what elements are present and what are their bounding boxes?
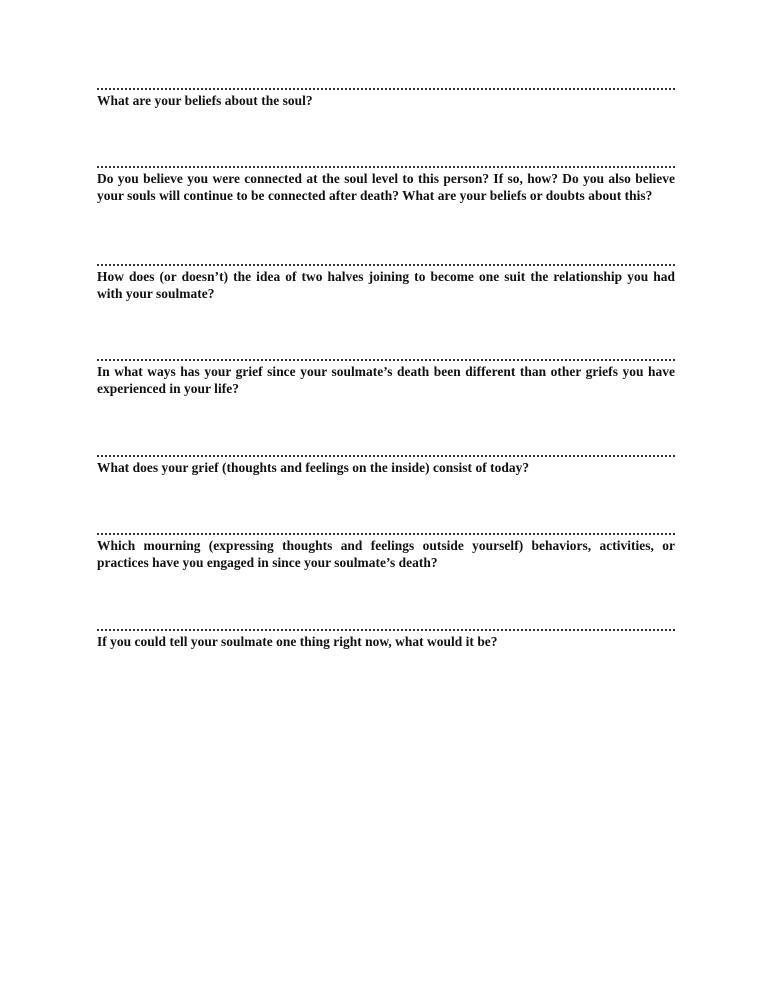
question-text: In what ways has your grief since your soulmate’s death been different than other griefs you have experienced in your life? (97, 364, 675, 396)
prompt-4 (97, 359, 675, 397)
writing-line-divider (97, 88, 675, 90)
question-text: Which mourning (expressing thoughts and feelings outside yourself) behaviors, activities, or practices have you engaged in since your soulmate’s death? (97, 538, 675, 570)
prompt-7 (97, 629, 675, 650)
prompt-2 (97, 166, 675, 204)
prompt-3 (97, 264, 675, 302)
prompt-1 (97, 88, 675, 109)
writing-line-divider (97, 359, 675, 361)
question-text: How does (or doesn’t) the idea of two halves joining to become one suit the relationship you had with your soulmate? (97, 269, 675, 301)
writing-line-divider (97, 629, 675, 631)
question-text: What are your beliefs about the soul? (97, 93, 313, 108)
question-text: If you could tell your soulmate one thing right now, what would it be? (97, 634, 498, 649)
question-text: What does your grief (thoughts and feelings on the inside) consist of today? (97, 460, 530, 475)
writing-line-divider (97, 533, 675, 535)
question-text: Do you believe you were connected at the soul level to this person? If so, how? Do you also believe your souls will continue to be connected after death? What are your beliefs or doubts about this? (97, 171, 675, 203)
writing-line-divider (97, 166, 675, 168)
prompt-6 (97, 533, 675, 571)
writing-line-divider (97, 264, 675, 266)
prompt-5 (97, 455, 675, 476)
writing-line-divider (97, 455, 675, 457)
